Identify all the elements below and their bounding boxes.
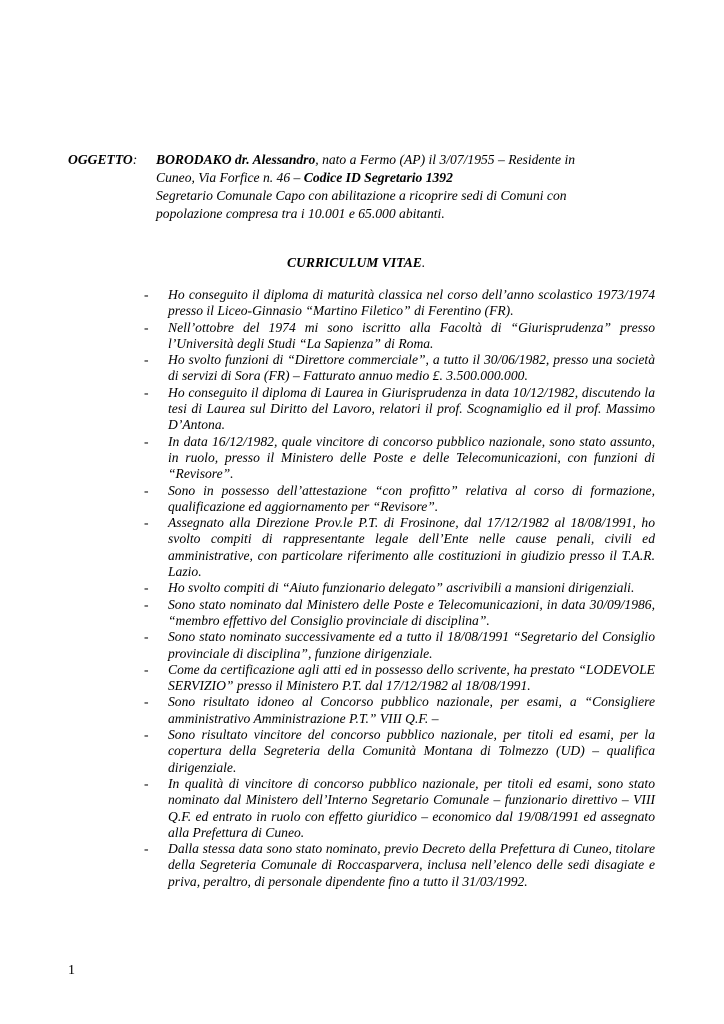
list-item — [143, 662, 655, 695]
list-item-text: Sono in possesso dell’attestazione “con profitto” relativa al corso di formazione, qualificazione ed aggiornamento per “Revisore”. — [168, 482, 655, 514]
list-item — [143, 727, 655, 776]
list-item — [143, 287, 655, 320]
page-number: 1 — [68, 963, 75, 978]
subject-label-colon: : — [132, 152, 138, 167]
list-item — [143, 320, 655, 353]
list-item-text: Ho svolto compiti di “Aiuto funzionario delegato” ascrivibili a mansioni dirigenziali. — [168, 580, 635, 596]
subject-line-3: Segretario Comunale Capo con abilitazione a ricoprire sedi di Comuni con — [156, 188, 567, 203]
subject-block — [68, 151, 628, 223]
bullet-dash: - — [144, 319, 149, 335]
bullet-dash: - — [144, 384, 149, 400]
list-item-text: Ho conseguito il diploma di Laurea in Giurisprudenza in data 10/12/1982, discutendo la tesi di Laurea sul Diritto del Lavoro, relatori il prof. Scognamiglio ed il prof. Massimo D’Antona. — [168, 384, 655, 433]
list-item-text: Ho conseguito il diploma di maturità classica nel corso dell’anno scolastico 1973/1974 presso il Liceo-Ginnasio “Martino Filetico” di Ferentino (FR). — [168, 287, 655, 319]
list-item-text: Sono stato nominato successivamente ed a tutto il 18/08/1991 “Segretario del Consiglio provinciale di disciplina”, funzione dirigenziale. — [168, 629, 655, 661]
bullet-dash: - — [144, 433, 149, 449]
list-item-text: Ho svolto funzioni di “Direttore commerciale”, a tutto il 30/06/1982, presso una società di servizi di Sora (FR) – Fatturato annuo medio £. 3.500.000.000. — [168, 352, 655, 384]
list-item — [143, 385, 655, 434]
list-item-text: Dalla stessa data sono stato nominato, previo Decreto della Prefettura di Cuneo, titolare della Segreteria Comunale di Roccasparvera, inclusa nell’elenco delle sedi disagiate e priva, peraltro, di personale dipendente fino a tutto il 31/03/1992. — [168, 841, 655, 889]
bullet-dash: - — [144, 841, 149, 857]
list-item-text: Come da certificazione agli atti ed in possesso dello scrivente, ha prestato “LODEVOLE SERVIZIO” presso il Ministero P.T. dal 17/12/1982 al 18/08/1991. — [168, 661, 655, 694]
cv-item-list — [143, 287, 655, 890]
subject-line-2 — [156, 169, 628, 187]
bullet-dash: - — [144, 287, 149, 302]
list-item — [143, 694, 655, 727]
list-item — [143, 597, 655, 630]
bullet-dash: - — [144, 352, 149, 368]
list-item-text: In qualità di vincitore di concorso pubblico nazionale, per titoli ed esami, sono stato nominato dal Ministero dell’Interno Segretario Comunale – funzionario direttivo – VIII Q.F. ed entrato in ruolo con effetto giuridico – economico dal 19/08/1991 ed assegnato alla Prefettura di Cuneo. — [168, 775, 655, 840]
subject-label-text: OGGETTO — [68, 152, 133, 167]
subject-id-code: Codice ID Segretario 1392 — [303, 170, 453, 185]
subject-body — [156, 151, 628, 223]
list-item — [143, 515, 655, 580]
subject-name: BORODAKO dr. Alessandro — [156, 152, 316, 167]
list-item — [143, 352, 655, 385]
list-item-text: Sono stato nominato dal Ministero delle Poste e Telecomunicazioni, in data 30/09/1986, “membro effettivo del Consiglio provinciale di disciplina”. — [168, 596, 655, 628]
list-item-text: Assegnato alla Direzione Prov.le P.T. di Frosinone, dal 17/12/1982 al 18/08/1991, ho svolto compiti di rappresentante legale dell’Ente nelle cause penali, civili ed amministrative, con particolare riferimento alle costituzioni in giudizio presso il T.A.R. Lazio. — [168, 515, 655, 580]
subject-line-1 — [156, 151, 628, 169]
subject-label — [68, 151, 137, 169]
subject-line-4: popolazione compresa tra i 10.001 e 65.000 abitanti. — [156, 206, 445, 221]
list-item — [143, 776, 655, 841]
bullet-dash: - — [144, 580, 149, 596]
list-item-text: Sono risultato idoneo al Concorso pubblico nazionale, per esami, a “Consigliere amministrativo Amministrazione P.T.” VIII Q.F. – — [168, 694, 655, 726]
bullet-dash: - — [144, 596, 149, 612]
list-item-text: Sono risultato vincitore del concorso pubblico nazionale, per titoli ed esami, per la copertura della Segreteria della Comunità Montana di Tolmezzo (UD) – qualifica dirigenziale. — [168, 727, 655, 775]
bullet-dash: - — [144, 694, 149, 710]
subject-birth-residence: , nato a Fermo (AP) il 3/07/1955 – Residente in — [315, 152, 576, 167]
list-item — [143, 841, 655, 890]
subject-address: Cuneo, Via Forfice n. 46 – — [156, 170, 304, 185]
list-item — [143, 580, 655, 596]
list-item — [143, 483, 655, 516]
bullet-dash: - — [144, 629, 149, 645]
bullet-dash: - — [144, 727, 149, 743]
bullet-dash: - — [144, 482, 149, 498]
list-item — [143, 434, 655, 483]
document-title — [287, 254, 425, 272]
list-item — [143, 629, 655, 662]
list-item-text: In data 16/12/1982, quale vincitore di concorso pubblico nazionale, sono stato assunto, in ruolo, presso il Ministero delle Poste e delle Telecomunicazioni, con funzioni di “Revisore”. — [168, 433, 655, 482]
list-item-text: Nell’ottobre del 1974 mi sono iscritto alla Facoltà di “Giurisprudenza” presso l’Università degli Studi “La Sapienza” di Roma. — [168, 319, 655, 351]
bullet-dash: - — [144, 515, 149, 531]
bullet-dash: - — [144, 775, 149, 791]
bullet-dash: - — [144, 661, 149, 677]
document-title-text: CURRICULUM VITAE — [287, 255, 422, 270]
document-title-dot: . — [421, 255, 426, 270]
